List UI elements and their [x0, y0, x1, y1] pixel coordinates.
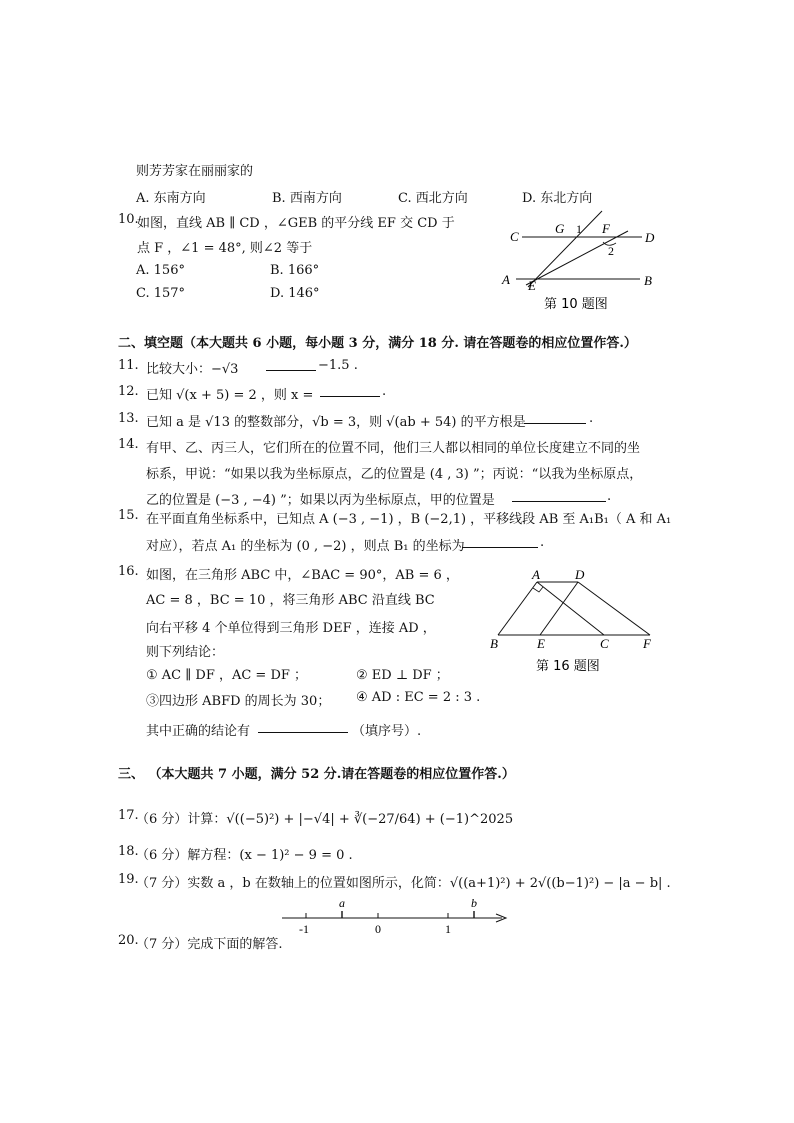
label-f16: F — [643, 636, 651, 651]
q16-line3: 向右平移 4 个单位得到三角形 DEF ，连接 AD ， — [146, 621, 436, 636]
label-a16: A — [532, 568, 540, 582]
q11-answer-blank — [266, 358, 316, 371]
q16-answer-blank — [258, 720, 348, 733]
q9-option-a: A. 东南方向 — [136, 191, 206, 206]
q16-line2: AC = 8 ，BC = 10 ，将三角形 ABC 沿直线 BC — [146, 593, 435, 608]
q16-figure — [482, 568, 662, 676]
q9-stem-tail: 则芳芳家在丽丽家的 — [136, 164, 254, 179]
right-angle-mark — [533, 587, 543, 592]
q13-text: 已知 a 是 √13 的整数部分，√b = 3，则 √(ab + 54) 的平方根是 — [146, 415, 526, 430]
label-e: E — [528, 278, 536, 293]
q16-answer-suffix: （填序号）. — [352, 724, 422, 739]
q9-option-b: B. 西南方向 — [272, 191, 342, 206]
q13-suffix: . — [589, 411, 594, 426]
q10-figure-caption: 第 10 题图 — [544, 297, 608, 312]
q16-conclusion-2: ② ED ⊥ DF ； — [356, 668, 449, 683]
tick-label-neg1: -1 — [299, 922, 309, 936]
q11-prefix: 比较大小：−√3 — [146, 362, 239, 377]
q12-answer-blank — [320, 384, 380, 397]
q15-suffix: . — [540, 535, 545, 550]
q16-answer-prefix: 其中正确的结论有 — [146, 724, 251, 739]
q13-answer-blank — [524, 411, 586, 424]
line-ef — [526, 231, 628, 285]
q15-line1: 在平面直角坐标系中，已知点 A (−3 , −1) ，B (−2,1) ，平移线段 AB 至 A₁B₁（ A 和 A₁ — [146, 512, 672, 527]
q19-number-line — [276, 894, 512, 940]
q20-number: 20. — [118, 933, 139, 948]
q14-suffix: . — [607, 489, 612, 504]
segment-ed — [540, 582, 578, 635]
q13-number: 13. — [118, 411, 139, 426]
q10-option-b: B. 166° — [270, 263, 320, 278]
segment-ab — [498, 582, 537, 635]
tick-label-0: 0 — [375, 922, 381, 936]
q12-number: 12. — [118, 384, 139, 399]
label-c16: C — [600, 636, 609, 651]
q16-figure-caption: 第 16 题图 — [536, 659, 600, 674]
q10-option-a: A. 156° — [136, 263, 185, 278]
q15-answer-blank — [462, 535, 538, 548]
tick-label-1: 1 — [445, 922, 451, 936]
q10-line1: 如图，直线 AB ∥ CD ，∠GEB 的平分线 EF 交 CD 于 — [137, 216, 455, 231]
q16-conclusion-4: ④ AD : EC = 2 : 3 . — [356, 690, 481, 705]
q10-option-d: D. 146° — [270, 286, 320, 301]
label-b: B — [644, 273, 652, 288]
q11-suffix: −1.5 . — [318, 358, 358, 373]
q12-prefix: 已知 √(x + 5) = 2 ，则 x = — [146, 388, 314, 403]
q10-number: 10. — [118, 212, 139, 227]
q15-number: 15. — [118, 508, 139, 523]
label-g: G — [555, 221, 565, 236]
point-b-label: b — [471, 896, 477, 910]
q16-line4: 则下列结论： — [146, 645, 225, 660]
label-d: D — [645, 230, 655, 245]
label-angle-2: 2 — [608, 244, 614, 258]
q17-number: 17. — [118, 808, 139, 823]
q14-line1: 有甲、乙、丙三人，它们所在的位置不同，他们三人都以相同的单位长度建立不同的坐 — [146, 441, 641, 456]
q16-conclusion-1: ① AC ∥ DF ，AC = DF ； — [146, 668, 308, 683]
line-ge — [528, 211, 602, 287]
q11-number: 11. — [118, 358, 139, 373]
q14-line2: 标系，甲说：“如果以我为坐标原点，乙的位置是 (4 , 3) ”；丙说：“以我为坐标原点， — [146, 467, 643, 482]
q18-number: 18. — [118, 844, 139, 859]
section2-heading: 二、填空题（本大题共 6 小题，每小题 3 分，满分 18 分. 请在答题卷的相应位置作答.） — [118, 336, 637, 351]
q12-suffix: . — [382, 384, 387, 399]
point-a-label: a — [339, 896, 345, 910]
q14-answer-blank — [512, 489, 606, 502]
label-e16: E — [537, 636, 545, 651]
label-f: F — [602, 221, 610, 236]
q17-text: （6 分）计算：√((−5)²) + |−√4| + ∛(−27/64) + (−1)^2025 — [136, 812, 514, 827]
q14-line3: 乙的位置是 (−3 , −4) ”；如果以丙为坐标原点，甲的位置是 — [146, 493, 495, 508]
q9-option-d: D. 东北方向 — [522, 191, 593, 206]
q20-text: （7 分）完成下面的解答. — [136, 937, 283, 952]
q19-text: （7 分）实数 a ，b 在数轴上的位置如图所示，化简：√((a+1)²) + 2√((b−1)²) − |a − b| . — [136, 876, 671, 891]
segment-ac — [537, 582, 604, 635]
q16-line1: 如图，在三角形 ABC 中，∠BAC = 90°，AB = 6 ， — [146, 568, 459, 583]
q16-number: 16. — [118, 564, 139, 579]
q10-line2: 点 F ，∠1 = 48°, 则∠2 等于 — [137, 241, 313, 256]
q16-conclusion-3: ③四边形 ABFD 的周长为 30； — [146, 694, 331, 709]
q19-number: 19. — [118, 872, 139, 887]
q10-option-c: C. 157° — [136, 286, 186, 301]
q18-text: （6 分）解方程：(x − 1)² − 9 = 0 . — [136, 848, 353, 863]
q10-figure — [498, 205, 668, 315]
label-d16: D — [575, 568, 585, 582]
label-c: C — [510, 229, 519, 244]
segment-df — [578, 582, 650, 635]
label-b16: B — [490, 636, 498, 651]
q15-line2: 对应），若点 A₁ 的坐标为 (0 , −2) ，则点 B₁ 的坐标为 — [146, 539, 465, 554]
label-a: A — [502, 272, 510, 287]
q14-number: 14. — [118, 437, 139, 452]
section3-heading: 三、 （本大题共 7 小题，满分 52 分.请在答题卷的相应位置作答.） — [118, 767, 515, 782]
label-angle-1: 1 — [576, 222, 582, 236]
q9-option-c: C. 西北方向 — [398, 191, 468, 206]
